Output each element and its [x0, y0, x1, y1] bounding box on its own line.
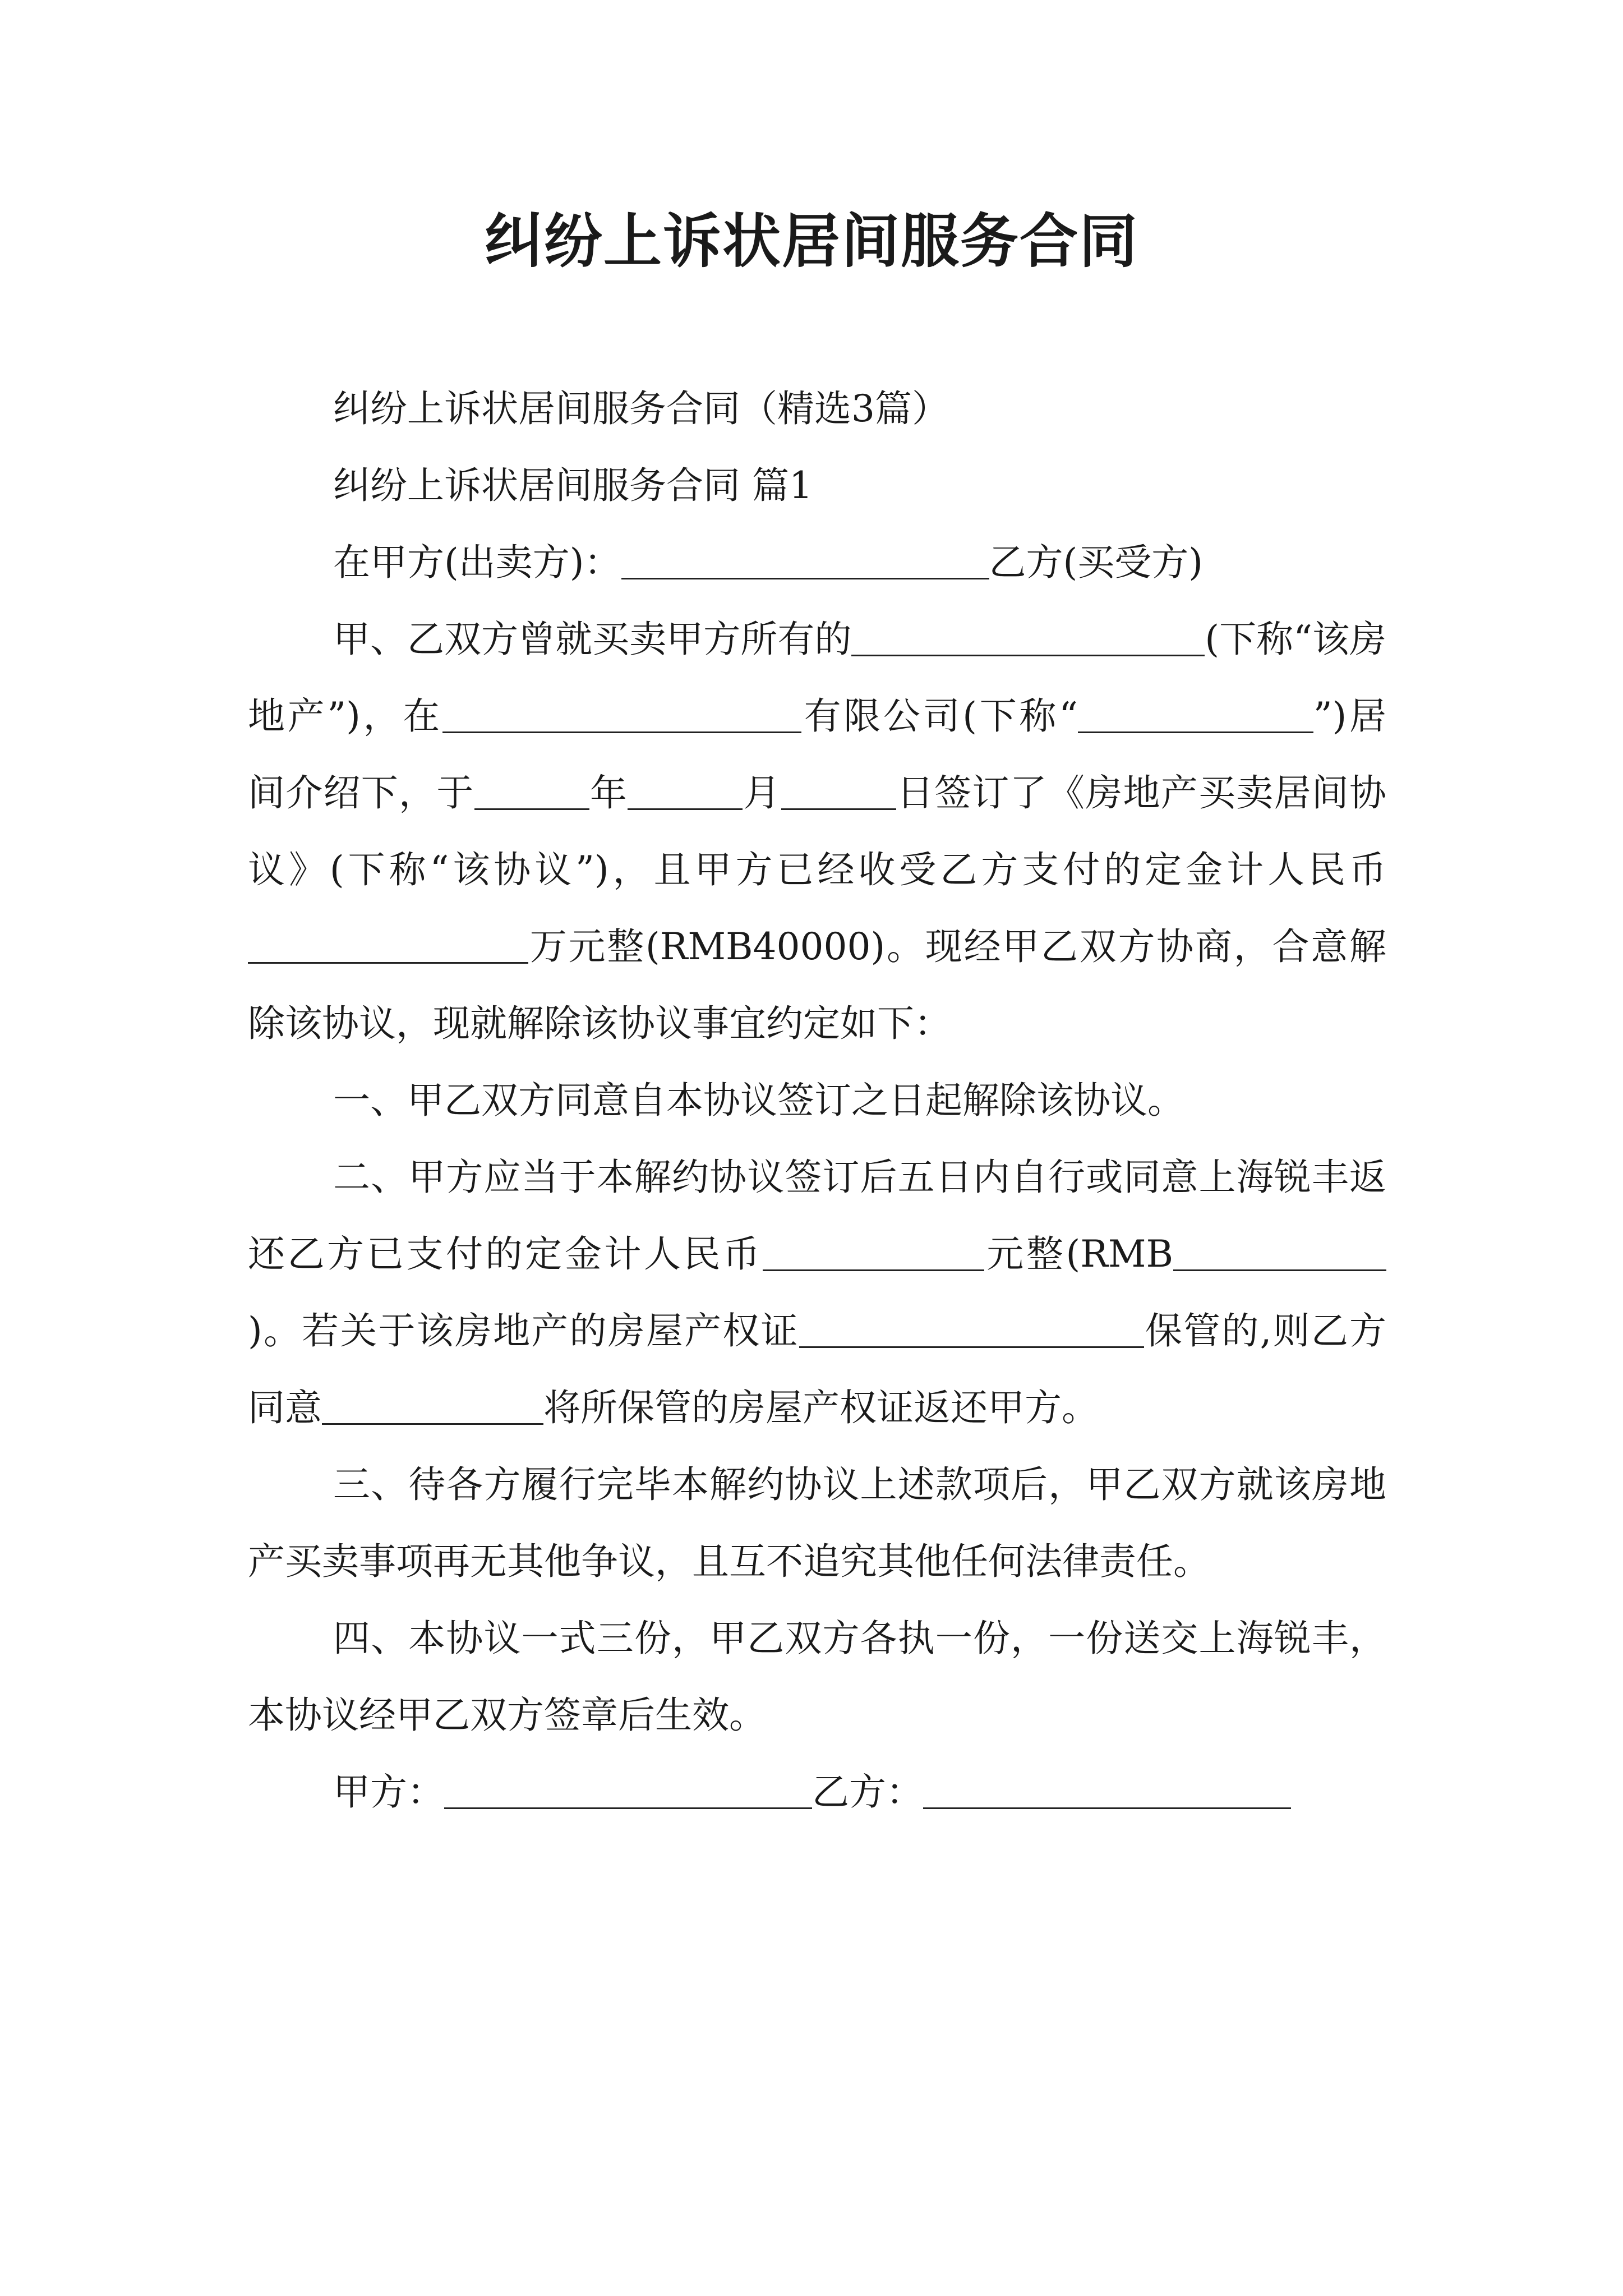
- intro-month: 月: [743, 771, 781, 815]
- signature-party-a-blank: [444, 1772, 812, 1809]
- parties-line: [248, 524, 1386, 601]
- holder-blank: [322, 1388, 543, 1425]
- refund-amount-blank: [763, 1234, 984, 1271]
- signature-party-b-blank: [923, 1772, 1291, 1809]
- clause-3: [248, 1446, 1386, 1600]
- clause-2: [248, 1139, 1386, 1446]
- clause-2-text-5: 将所保管的房屋产权证返还甲方。: [543, 1386, 1099, 1429]
- clause-1: [248, 1062, 1386, 1139]
- clause-2-text-2: 元整(RMB: [984, 1232, 1174, 1276]
- property-blank: [851, 619, 1205, 656]
- agency-blank: [442, 696, 801, 733]
- clause-2-text-4: 保管的,则乙方同意: [248, 1309, 1387, 1429]
- signature-party-b-label: 乙方：: [812, 1770, 923, 1814]
- intro-text-6: 万元整(RMB40000)。现经甲乙双方协商，合意解除该协议，现就解除该协议事宜约定如下：: [248, 925, 1386, 1045]
- paragraph-intro: [248, 601, 1386, 1062]
- document-title: 纠纷上诉状居间服务合同: [484, 207, 1138, 275]
- clause-4: [248, 1600, 1386, 1754]
- section-heading-text: 纠纷上诉状居间服务合同 篇1: [333, 464, 813, 507]
- clause-4-text: 四、本协议一式三份，甲乙双方各执一份，一份送交上海锐丰，本协议经甲乙双方签章后生效。: [248, 1617, 1386, 1737]
- intro-text-1: 甲、乙双方曾就买卖甲方所有的: [333, 618, 852, 661]
- document-body: [248, 370, 1386, 1830]
- clause-2-text-1: 二、甲方应当于本解约协议签订后五日内自行或同意上海锐丰返还乙方已支付的定金计人民币: [248, 1156, 1386, 1276]
- intro-year: 年: [589, 771, 628, 815]
- intro-text-2: (下称“该房地产”)，在: [248, 618, 1386, 738]
- deposit-blank: [248, 927, 528, 964]
- intro-text-5: 日签订了《房地产买卖居间协议》(下称“该协议”)，且甲方已经收受乙方支付的定金计人民币: [248, 771, 1387, 891]
- intro-text-3: 有限公司(下称“: [801, 694, 1078, 738]
- section-heading: [248, 447, 1386, 524]
- signature-party-a-label: 甲方：: [333, 1770, 444, 1814]
- clause-3-text: 三、待各方履行完毕本解约协议上述款项后，甲乙双方就该房地产买卖事项再无其他争议，且互不追究其他任何法律责任。: [248, 1463, 1386, 1583]
- subtitle-line: [248, 370, 1386, 447]
- agency-short-blank: [1078, 696, 1313, 733]
- year-blank: [474, 773, 589, 810]
- month-blank: [628, 773, 743, 810]
- intro-text-4: ”)居间介绍下，于: [248, 694, 1386, 815]
- clause-2-text-3: )。若关于该房地产的房屋产权证: [248, 1309, 799, 1352]
- party-a-blank: [621, 542, 989, 579]
- subtitle-text: 纠纷上诉状居间服务合同（精选3篇）: [333, 387, 949, 430]
- clause-1-text: 一、甲乙双方同意自本协议签订之日起解除该协议。: [333, 1079, 1184, 1122]
- day-blank: [781, 773, 896, 810]
- party-a-label: 在甲方(出卖方)：: [333, 541, 621, 584]
- refund-rmb-blank: [1173, 1234, 1386, 1271]
- party-b-label: 乙方(买受方): [989, 541, 1203, 584]
- custodian-blank: [799, 1311, 1144, 1348]
- signature-line: [248, 1754, 1386, 1830]
